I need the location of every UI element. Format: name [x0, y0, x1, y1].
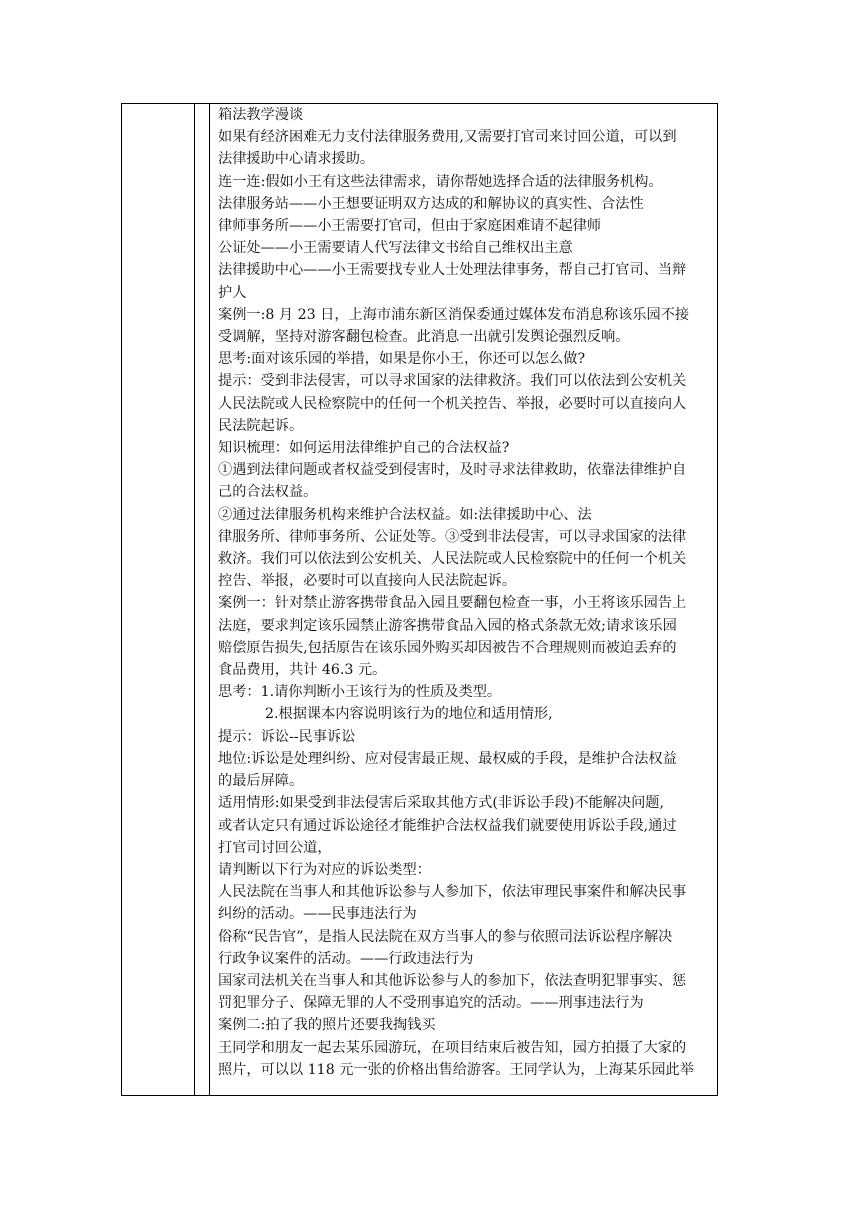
table-column-first: [122, 104, 195, 1095]
text-line: 地位:诉讼是处理纠纷、应对侵害最正规、最权威的手段，是维护合法权益: [218, 750, 677, 767]
text-line: 请判断以下行为对应的诉讼类型：: [218, 861, 431, 878]
text-line: 救济。我们可以依法到公安机关、人民法院或人民检察院中的任何一个机关: [218, 551, 687, 568]
text-line: 照片，可以以 118 元一张的价格出售给游客。王同学认为，上海某乐园此举: [218, 1061, 694, 1078]
text-line: 或者认定只有通过诉讼途径才能维护合法权益我们就要使用诉讼手段,通过: [218, 817, 677, 834]
text-line: 护人: [218, 284, 247, 301]
text-line: 2.根据课本内容说明该行为的地位和适用情形,: [265, 706, 553, 723]
text-line: 律师事务所——小王需要打官司，但由于家庭困难请不起律师: [218, 218, 602, 235]
text-line: 法律援助中心请求援助。: [218, 151, 375, 168]
text-line: 公证处——小王需要请人代写法律文书给自己维权出主意: [218, 240, 573, 257]
text-line: 控告、举报，必要时可以直接向人民法院起诉。: [218, 573, 516, 590]
text-line: 受调解，坚持对游客翻包检查。此消息一出就引发舆论强烈反响。: [218, 329, 630, 346]
text-line: 思考：1.请你判断小王该行为的性质及类型。: [218, 684, 502, 701]
text-line: 连一连:假如小王有这些法律需求，请你帮她选择合适的法律服务机构。: [218, 173, 663, 190]
text-line: 案例二:拍了我的照片还要我掏钱买: [218, 1017, 436, 1034]
text-line: ①遇到法律问题或者权益受到侵害时，及时寻求法律救助，依靠法律维护自: [218, 462, 687, 479]
text-line: ②通过法律服务机构来维护合法权益。如:法律援助中心、法: [218, 506, 592, 523]
text-line: 罚犯罪分子、保障无罪的人不受刑事追究的活动。——刑事违法行为: [218, 995, 644, 1012]
text-line: 如果有经济困难无力支付法律服务费用,又需要打官司来讨回公道，可以到: [218, 129, 677, 146]
text-line: 己的合法权益。: [218, 484, 318, 501]
text-line: 食品费用，共计 46.3 元。: [218, 662, 387, 679]
text-line: 人民法院在当事人和其他诉讼参与人参加下，依法审理民事案件和解决民事: [218, 884, 687, 901]
text-line: 俗称“民告官”，是指人民法院在双方当事人的参与依照司法诉讼程序解决: [218, 928, 673, 945]
text-line: 打官司讨回公道，: [218, 839, 332, 856]
text-line: 法庭，要求判定该乐园禁止游客携带食品入园的格式条款无效;请求该乐园: [218, 617, 677, 634]
text-line: 律服务所、律师事务所、公证处等。③受到非法侵害，可以寻求国家的法律: [218, 528, 687, 545]
text-line: 行政争议案件的活动。——行政违法行为: [218, 950, 474, 967]
text-line: 的最后屏障。: [218, 773, 304, 790]
text-line: 民法院起诉。: [218, 417, 304, 434]
text-line: 思考:面对该乐园的举措，如果是你小王，你还可以怎么做?: [218, 351, 586, 368]
text-line: 案例一:8 月 23 日，上海市浦东新区消保委通过媒体发布消息称该乐园不接: [218, 306, 690, 323]
text-line: 提示：诉讼--民事诉讼: [218, 728, 356, 745]
text-line: 适用情形:如果受到非法侵害后采取其他方式(非诉讼手段)不能解决问题,: [218, 795, 664, 812]
table-column-second: [195, 104, 210, 1095]
text-line: 王同学和朋友一起去某乐园游玩，在项目结束后被告知，园方拍摄了大家的: [218, 1039, 687, 1056]
text-line: 法律服务站——小王想要证明双方达成的和解协议的真实性、合法性: [218, 195, 644, 212]
text-line: 案例一：针对禁止游客携带食品入园且要翻包检查一事，小王将该乐园告上: [218, 595, 687, 612]
text-line: 国家司法机关在当事人和其他诉讼参与人的参加下，依法查明犯罪事实、惩: [218, 972, 687, 989]
text-line: 法律援助中心——小王需要找专业人士处理法律事务，帮自己打官司、当辩: [218, 262, 687, 279]
lesson-table: [121, 103, 718, 1096]
text-line: 人民法院或人民检察院中的任何一个机关控告、举报，必要时可以直接向人: [218, 395, 687, 412]
text-line: 纠纷的活动。——民事违法行为: [218, 906, 417, 923]
text-line: 箱法教学漫谈: [218, 107, 304, 123]
text-line: 赔偿原告损失,包括原告在该乐园外购买却因被告不合理规则而被迫丢弃的: [218, 639, 677, 656]
text-line: 提示：受到非法侵害，可以寻求国家的法律救济。我们可以依法到公安机关: [218, 373, 687, 390]
text-line: 知识梳理：如何运用法律维护自己的合法权益?: [218, 440, 510, 457]
table-content-cell: [218, 104, 714, 1081]
